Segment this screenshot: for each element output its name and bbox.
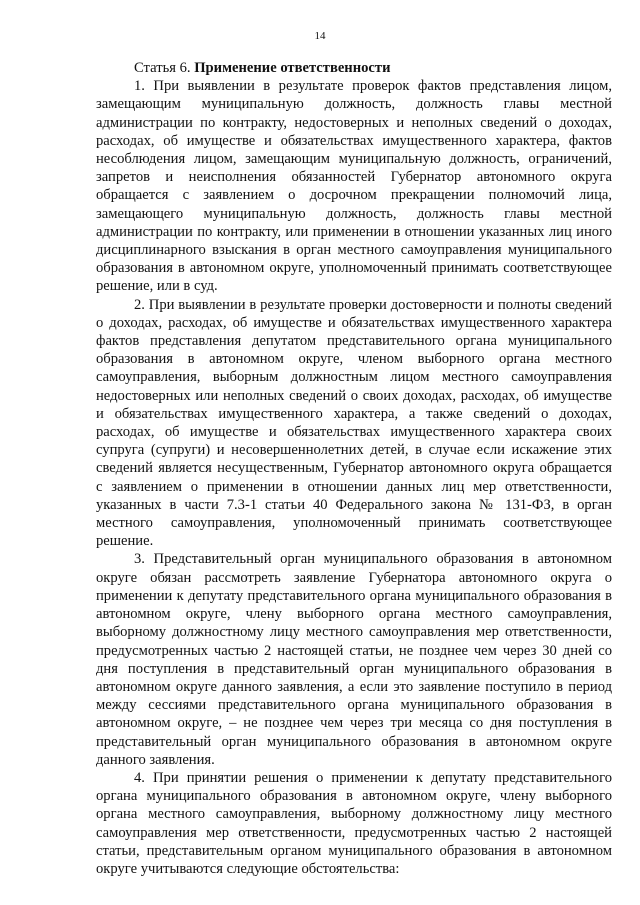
paragraph-1: 1. При выявлении в результате проверок фактов представления лицом, замещающим муниципальную должность, должность главы местной администрации по контракту, недостоверных и неполных сведений о доходах, расходах, об имуществе и обязательствах имущественного характера, фактов несоблюдения лицом, замещающим муниципальную должность, ограничений, запретов и неисполнения обязанностей Губернатор автономного округа обращается с заявлением о досрочном прекращении полномочий лица, замещающего муниципальную должность, должность главы местной администрации по контракту, или применении в отношении указанных лиц иного дисциплинарного взыскания в орган местного самоуправления муниципального образования в автономном округе, уполномоченный принимать соответствующее решение, или в суд. <box>96 78 612 295</box>
paragraph-3: 3. Представительный орган муниципального образования в автономном округе обязан рассмотреть заявление Губернатора автономного округа о применении к депутату представительного органа муниципального образования в автономном округе, члену выборного органа местного самоуправления, выборному должностному лицу местного самоуправления мер ответственности, предусмотренных частью 2 настоящей статьи, не позднее чем через 30 дней со дня поступления в представительный орган муниципального образования в автономном округе данного заявления, а если это заявление поступило в период между сессиями представительного органа муниципального образования в автономном округе, – не позднее чем через три месяца со дня поступления в представительный орган муниципального образования в автономном округе данного заявления. <box>96 551 612 768</box>
paragraph-2: 2. При выявлении в результате проверки достоверности и полноты сведений о доходах, расходах, об имуществе и обязательствах имущественного характера фактов представления депутатом представительного органа муниципального образования в автономном округе, членом выборного органа местного самоуправления, выборным должностным лицом местного самоуправления недостоверных или неполных сведений о своих доходах, расходах, об имуществе и обязательствах имущественного характера, а также сведений о доходах, расходах, об имуществе и обязательствах имущественного характера своих супруга (супруги) и несовершеннолетних детей, в случае если искажение этих сведений является несущественным, Губернатор автономного округа обращается с заявлением о применении в отношении данных лиц мер ответственности, указанных в части 7.3-1 статьи 40 Федерального закона № 131-ФЗ, в орган местного самоуправления, уполномоченный принимать соответствующее решение. <box>96 296 612 550</box>
paragraph-4: 4. При принятии решения о применении к депутату представительного органа муниципального образования в автономном округе, члену выборного органа местного самоуправления, выборному должностному лицу местного самоуправления мер ответственности, предусмотренных частью 2 настоящей статьи, представительным органом муниципального образования в автономном округе учитываются следующие обстоятельства: <box>96 769 612 877</box>
article-title: Применение ответственности <box>194 60 391 76</box>
article-heading <box>96 59 612 77</box>
article-prefix: Статья 6. <box>134 60 191 76</box>
document-body <box>96 59 612 878</box>
page-number: 14 <box>314 30 326 42</box>
